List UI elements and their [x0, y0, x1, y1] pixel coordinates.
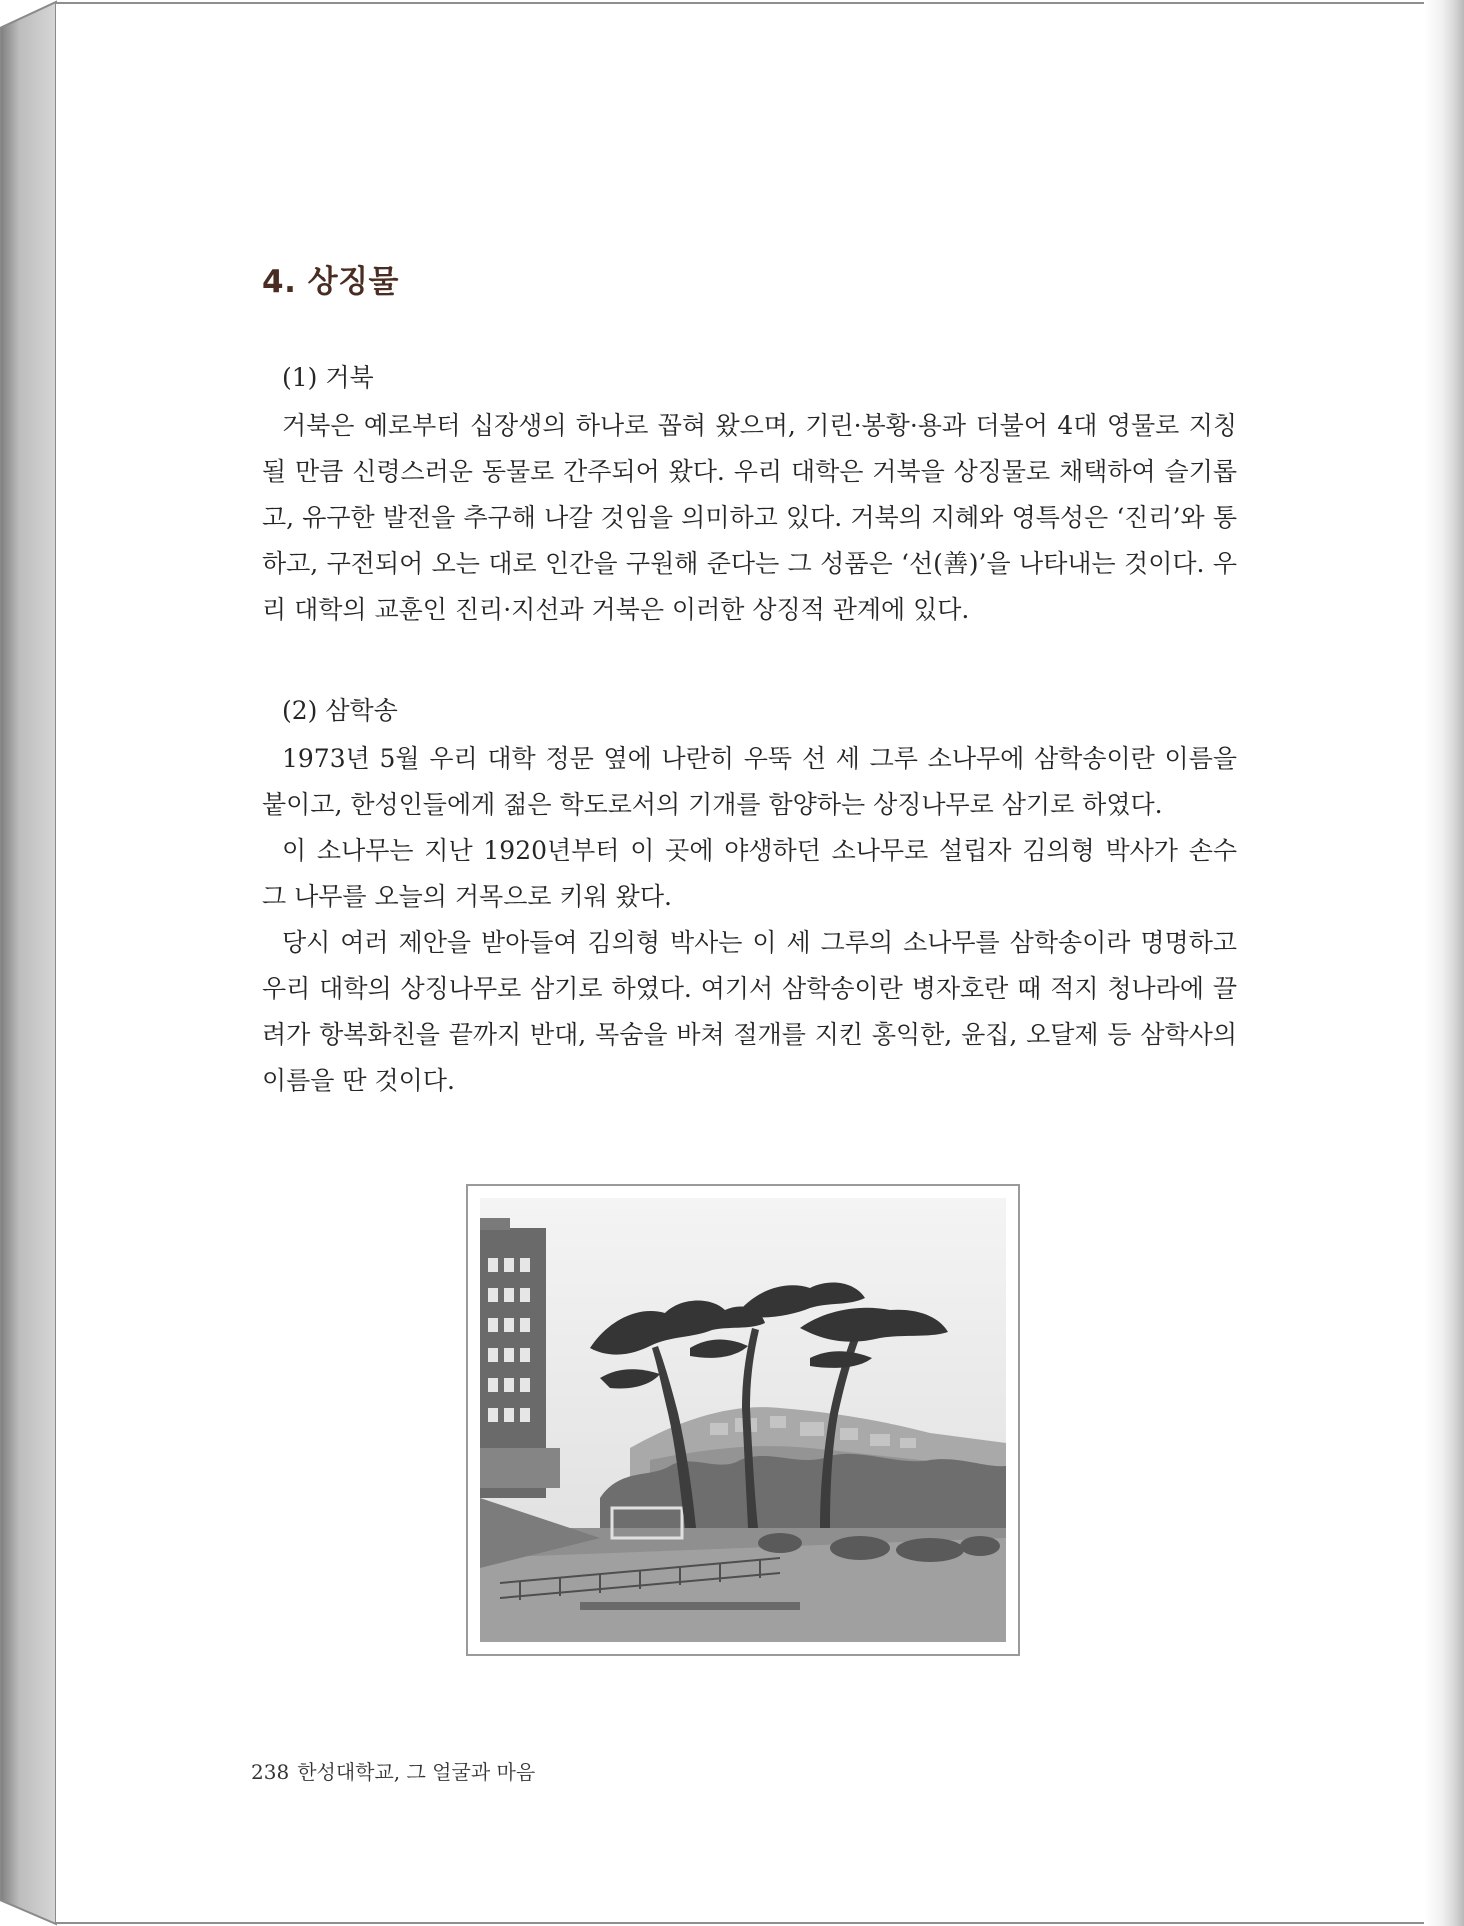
- turtle-subheading: (1) 거북: [282, 363, 374, 392]
- pine-section: [262, 688, 1237, 1104]
- pine-paragraph-2: 이 소나무는 지난 1920년부터 이 곳에 야생하던 소나무로 설립자 김의형 박사가 손수 그 나무를 오늘의 거목으로 키워 왔다.: [262, 836, 1237, 911]
- section-heading: 4. 상징물: [262, 264, 399, 300]
- pine-trees-photo-image: [480, 1198, 1006, 1642]
- page-number: 238: [251, 1760, 290, 1784]
- turtle-section: [262, 355, 1237, 633]
- page-footer: [251, 1756, 535, 1785]
- pine-subheading: (2) 삼학송: [282, 696, 398, 725]
- page-edge-shadow: [1424, 0, 1464, 1926]
- pine-trees-photo: [466, 1184, 1020, 1656]
- pine-paragraph-3: 당시 여러 제안을 받아들여 김의형 박사는 이 세 그루의 소나무를 삼학송이라 명명하고 우리 대학의 상징나무로 삼기로 하였다. 여기서 삼학송이란 병자호란 때 적지 청나라에 끌려가 항복화친을 끝까지 반대, 목숨을 바쳐 절개를 지킨 홍익한, 윤집, 오달제 등 삼학사의 이름을 딴 것이다.: [262, 928, 1237, 1095]
- book-title: 한성대학교, 그 얼굴과 마음: [297, 1760, 536, 1784]
- book-spine: [0, 0, 58, 1926]
- turtle-paragraph: 거북은 예로부터 십장생의 하나로 꼽혀 왔으며, 기린·봉황·용과 더불어 4대 영물로 지칭될 만큼 신령스러운 동물로 간주되어 왔다. 우리 대학은 거북을 상징물로 채택하여 슬기롭고, 유구한 발전을 추구해 나갈 것임을 의미하고 있다. 거북의 지혜와 영특성은 ‘진리’와 통하고, 구전되어 오는 대로 인간을 구원해 준다는 그 성품은 ‘선(善)’을 나타내는 것이다. 우리 대학의 교훈인 진리·지선과 거북은 이러한 상징적 관계에 있다.: [262, 411, 1237, 624]
- pine-paragraph-1: 1973년 5월 우리 대학 정문 옆에 나란히 우뚝 선 세 그루 소나무에 삼학송이란 이름을 붙이고, 한성인들에게 젊은 학도로서의 기개를 함양하는 상징나무로 삼기로 하였다.: [262, 744, 1237, 819]
